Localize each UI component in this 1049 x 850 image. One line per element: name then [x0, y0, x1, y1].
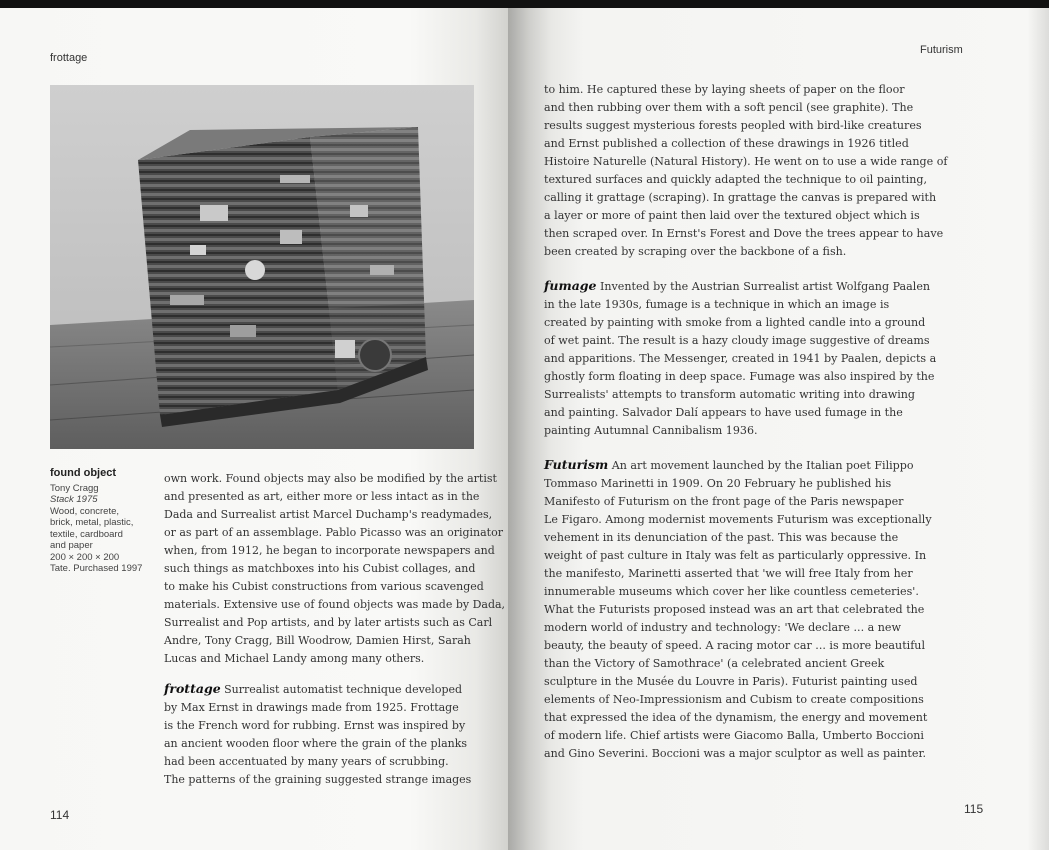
page-number-left: 114	[50, 808, 70, 822]
body-line: the manifesto, Marinetti asserted that 'we will free Italy from her	[544, 567, 913, 580]
caption-line: textile, cardboard	[50, 528, 123, 540]
body-line: Invented by the Austrian Surrealist artist Wolfgang Paalen	[600, 280, 931, 293]
body-line: sculpture in the Musée du Louvre in Paris). Futurist painting used	[544, 675, 918, 688]
caption-line: and paper	[50, 540, 93, 551]
body-line: Lucas and Michael Landy among many others.	[164, 652, 425, 665]
figure-caption	[50, 468, 160, 575]
body-line: painting Autumnal Cannibalism 1936.	[544, 424, 758, 437]
entry-term: frottage	[164, 681, 221, 696]
caption-title: found object	[50, 467, 116, 479]
stack-sculpture-image	[50, 85, 474, 449]
body-line: and apparitions. The Messenger, created in 1941 by Paalen, depicts a	[544, 352, 937, 365]
body-line: Tommaso Marinetti in 1909. On 20 February he published his	[544, 477, 892, 490]
body-line: and presented as art, either more or less intact as in the	[164, 490, 480, 503]
body-line: had been accentuated by many years of scrubbing.	[164, 755, 449, 768]
body-line: The patterns of the graining suggested strange images	[164, 773, 472, 786]
body-line: An art movement launched by the Italian poet Filippo	[611, 459, 914, 472]
body-line: been created by scraping over the backbone of a fish.	[544, 245, 847, 258]
body-line: Le Figaro. Among modernist movements Futurism was exceptionally	[544, 513, 932, 526]
body-line: of wet paint. The result is a hazy cloudy image suggestive of dreams	[544, 334, 930, 347]
caption-line: brick, metal, plastic,	[50, 517, 134, 528]
caption-line: Tony Cragg	[50, 482, 99, 494]
body-line: in the late 1930s, fumage is a technique in which an image is	[544, 298, 890, 311]
body-line: innumerable museums which cover her like countless cemeteries'.	[544, 585, 919, 598]
body-line: beauty, the beauty of speed. A racing motor car ... is more beautiful	[544, 639, 926, 652]
frottage-entry	[164, 680, 471, 789]
body-line: ghostly form floating in deep space. Fumage was also inspired by the	[544, 370, 935, 383]
caption-line: Tate. Purchased 1997	[50, 563, 143, 574]
body-line: an ancient wooden floor where the grain of the planks	[164, 737, 468, 750]
body-line: and then rubbing over them with a soft pencil (see graphite). The	[544, 101, 914, 114]
right-page-body	[544, 81, 948, 763]
body-line: Manifesto of Futurism on the front page of the Paris newspaper	[544, 495, 904, 508]
body-line: and painting. Salvador Dalí appears to have used fumage in the	[544, 406, 903, 419]
body-line: than the Victory of Samothrace' (a celebrated ancient Greek	[544, 657, 885, 670]
body-line: when, from 1912, he began to incorporate newspapers and	[164, 544, 495, 557]
body-line: that expressed the idea of the dynamism, the energy and movement	[544, 711, 928, 724]
body-line: materials. Extensive use of found objects was made by Dada,	[164, 598, 506, 611]
entry-term: Futurism	[544, 457, 609, 472]
body-line: vehement in its denunciation of the past. This was because the	[544, 531, 899, 544]
body-line: Andre, Tony Cragg, Bill Woodrow, Damien Hirst, Sarah	[164, 634, 471, 647]
body-line: by Max Ernst in drawings made from 1925. Frottage	[164, 701, 459, 714]
entry-first-line	[544, 277, 948, 296]
entry-term: fumage	[544, 278, 597, 293]
body-line: elements of Neo-Impressionism and Cubism to create compositions	[544, 693, 924, 706]
entry-first-line	[164, 680, 471, 699]
body-line: then scraped over. In Ernst's Forest and Dove the trees appear to have	[544, 227, 944, 240]
body-line: and Gino Severini. Boccioni was a major sculptor as well as painter.	[544, 747, 927, 760]
body-line: is the French word for rubbing. Ernst was inspired by	[164, 719, 466, 732]
body-line: created by painting with smoke from a lighted candle into a ground	[544, 316, 926, 329]
body-line: textured surfaces and quickly adapted the technique to oil painting,	[544, 173, 928, 186]
body-line: calling it grattage (scraping). In grattage the canvas is prepared with	[544, 191, 937, 204]
left-page	[0, 8, 512, 850]
body-line: own work. Found objects may also be modified by the artist	[164, 472, 497, 485]
running-head-left: frottage	[50, 52, 88, 64]
body-line: modern world of industry and technology: 'We declare ... a new	[544, 621, 901, 634]
page-number-right: 115	[964, 802, 984, 816]
caption-line: Wood, concrete,	[50, 505, 120, 517]
body-line: Surrealist and Pop artists, and by later artists such as Carl	[164, 616, 493, 629]
body-line: Dada and Surrealist artist Marcel Duchamp's readymades,	[164, 508, 493, 521]
body-line: What the Futurists proposed instead was an art that celebrated the	[544, 603, 925, 616]
body-line: to him. He captured these by laying sheets of paper on the floor	[544, 83, 905, 96]
body-line: to make his Cubist constructions from various scavenged	[164, 580, 484, 593]
found-object-entry-continued	[164, 470, 505, 668]
body-line: and Ernst published a collection of these drawings in 1926 titled	[544, 137, 909, 150]
caption-line: 200 × 200 × 200	[50, 551, 120, 563]
paragraph-gap	[544, 440, 948, 456]
paragraph-gap	[544, 261, 948, 277]
body-line: of modern life. Chief artists were Giacomo Balla, Umberto Boccioni	[544, 729, 924, 742]
running-head-right: Futurism	[920, 44, 963, 56]
body-line: Histoire Naturelle (Natural History). He went on to use a wide range of	[544, 155, 948, 168]
found-object-photo	[50, 85, 474, 449]
right-page	[508, 8, 1049, 850]
body-line: a layer or more of paint then laid over the textured object which is	[544, 209, 920, 222]
body-line: such things as matchboxes into his Cubist collages, and	[164, 562, 476, 575]
body-line: weight of past culture in Italy was felt as particularly oppressive. In	[544, 549, 927, 562]
body-line: Surrealist automatist technique developed	[224, 683, 463, 696]
body-line: Surrealists' attempts to transform automatic writing into drawing	[544, 388, 916, 401]
body-line: results suggest mysterious forests peopled with bird-like creatures	[544, 119, 922, 132]
caption-line: Stack 1975	[50, 494, 98, 505]
entry-first-line	[544, 456, 948, 475]
body-line: or as part of an assemblage. Pablo Picasso was an originator	[164, 526, 503, 539]
